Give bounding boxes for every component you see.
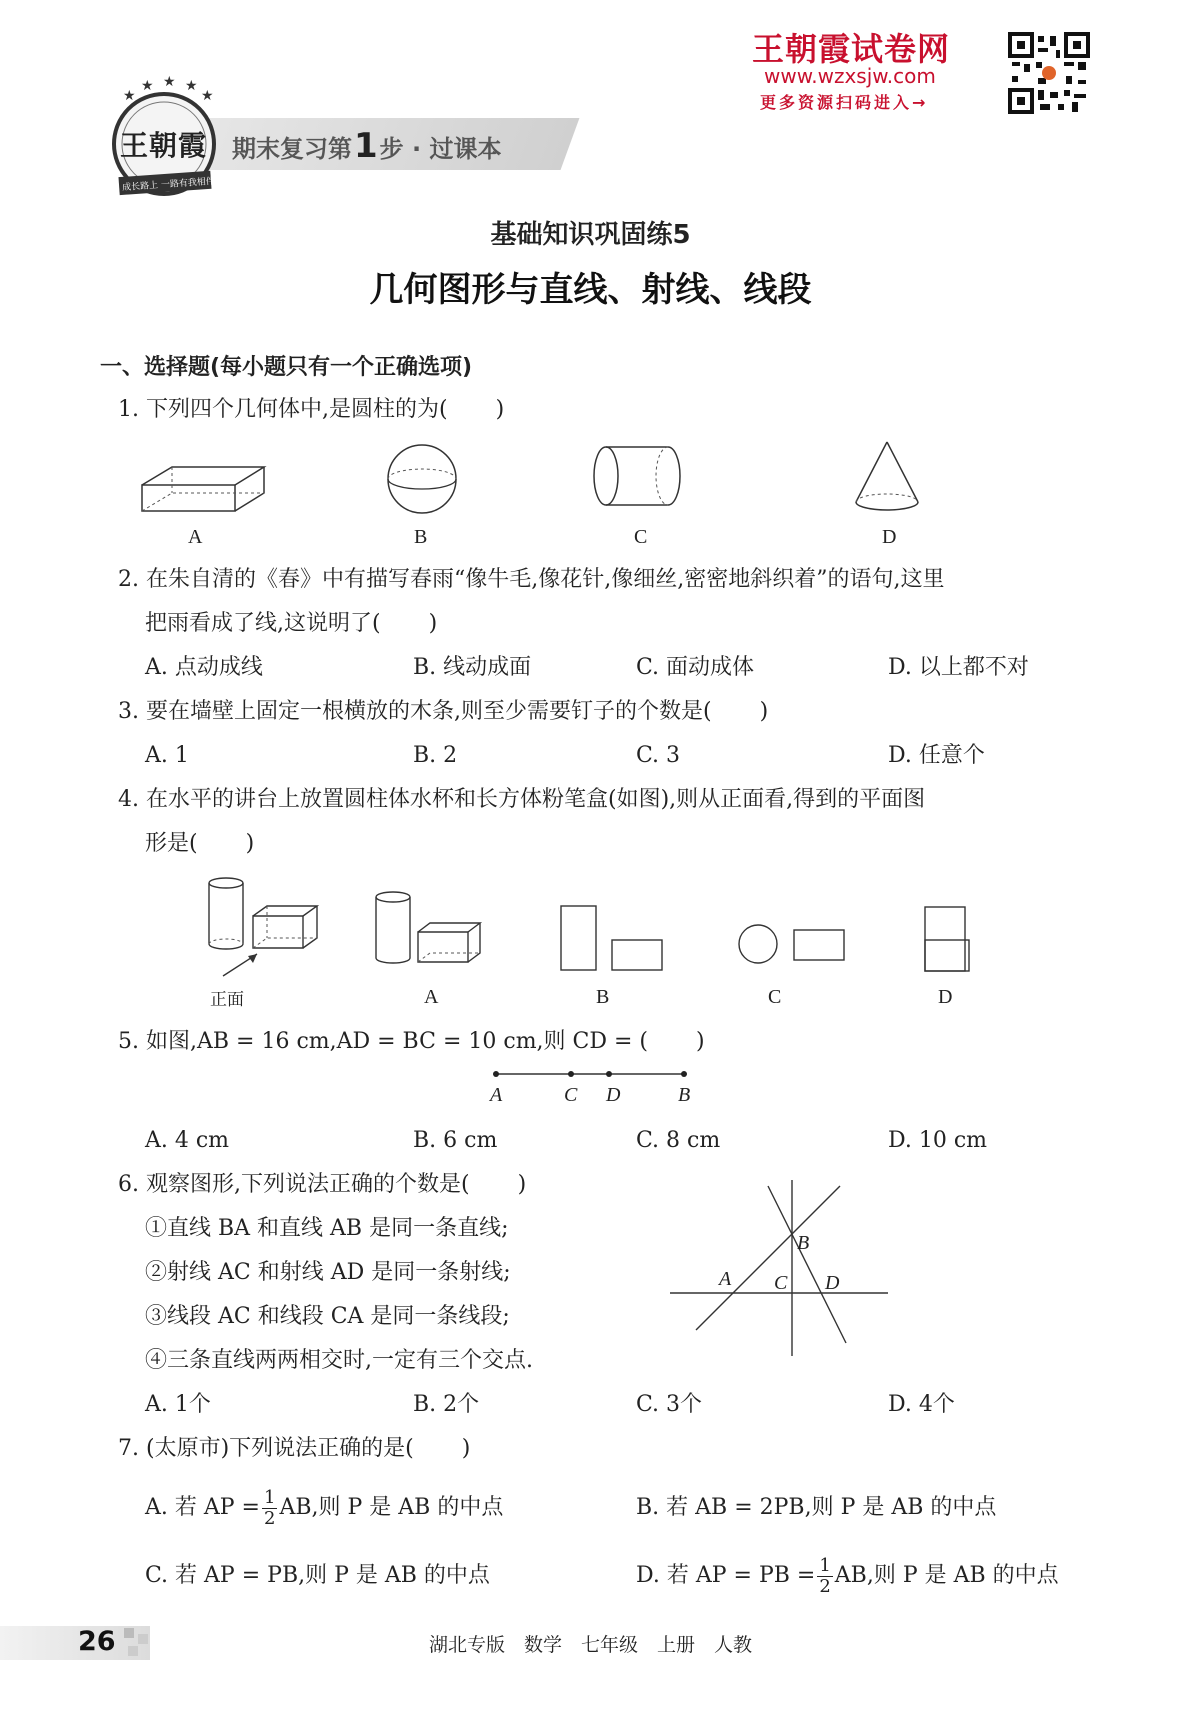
q6-point-b: B bbox=[797, 1232, 810, 1254]
q4-label-a: A bbox=[424, 986, 439, 1008]
q6-point-a: A bbox=[719, 1268, 732, 1290]
q7-option-c[interactable]: C. 若 AP = PB,则 P 是 AB 的中点 bbox=[145, 1563, 490, 1588]
q5-point-a: A bbox=[490, 1084, 503, 1106]
q2-option-d[interactable]: D. 以上都不对 bbox=[888, 655, 1029, 680]
q5-option-a[interactable]: A. 4 cm bbox=[145, 1128, 230, 1153]
q5-option-c[interactable]: C. 8 cm bbox=[636, 1128, 721, 1153]
q4-figure-a bbox=[372, 890, 484, 970]
q6-option-d[interactable]: D. 4个 bbox=[888, 1392, 955, 1417]
q3-option-d[interactable]: D. 任意个 bbox=[888, 743, 985, 768]
q1-label-c: C bbox=[634, 526, 648, 548]
q6-option-b[interactable]: B. 2个 bbox=[413, 1392, 480, 1417]
q1-label-a: A bbox=[188, 526, 203, 548]
section-heading: 一、选择题(每小题只有一个正确选项) bbox=[100, 355, 473, 380]
q4-figure-b bbox=[560, 905, 664, 971]
brand-scan-text: 更多资源扫码进入→ bbox=[760, 93, 929, 112]
q4-front-label: 正面 bbox=[210, 990, 244, 1010]
q1-figure-cuboid bbox=[140, 465, 265, 513]
brand-url[interactable]: www.wzxsjw.com bbox=[764, 64, 936, 88]
brand-name: 王朝霞试卷网 bbox=[752, 30, 951, 68]
q6-stem: 6. 观察图形,下列说法正确的个数是( ) bbox=[118, 1172, 527, 1197]
footer-book-info: 湖北专版 数学 七年级 上册 人教 bbox=[428, 1634, 752, 1656]
q6-point-c: C bbox=[774, 1272, 788, 1294]
q3-option-b[interactable]: B. 2 bbox=[413, 743, 458, 768]
svg-text:★: ★ bbox=[141, 78, 154, 94]
q2-stem-line2: 把雨看成了线,这说明了( ) bbox=[145, 611, 438, 636]
q6-point-d: D bbox=[825, 1272, 840, 1294]
logo-slogan: 成长路上 一路有我相伴 bbox=[121, 176, 216, 194]
q6-option-c[interactable]: C. 3个 bbox=[636, 1392, 703, 1417]
q6-statement-1: ①直线 BA 和直线 AB 是同一条直线; bbox=[145, 1216, 509, 1241]
q5-point-c: C bbox=[564, 1084, 578, 1106]
q2-stem-line1: 2. 在朱自清的《春》中有描写春雨“像牛毛,像花针,像细丝,密密地斜织着”的语句,这里 bbox=[118, 567, 945, 592]
q4-label-d: D bbox=[938, 986, 953, 1008]
q4-figure-original bbox=[205, 876, 325, 986]
q3-option-a[interactable]: A. 1 bbox=[145, 743, 189, 768]
q1-figure-cone bbox=[852, 440, 922, 516]
q6-figure-lines bbox=[668, 1180, 890, 1356]
q2-option-c[interactable]: C. 面动成体 bbox=[636, 655, 755, 680]
q4-figure-d bbox=[924, 906, 970, 972]
header-banner-text: 期末复习第1步 · 过课本 bbox=[232, 126, 502, 166]
q5-point-d: D bbox=[606, 1084, 621, 1106]
title-sub: 基础知识巩固练5 bbox=[490, 220, 691, 250]
q6-statement-2: ②射线 AC 和射线 AD 是同一条射线; bbox=[145, 1260, 511, 1285]
point-c bbox=[568, 1071, 574, 1077]
q3-option-c[interactable]: C. 3 bbox=[636, 743, 681, 768]
q5-point-b: B bbox=[678, 1084, 691, 1106]
q1-figure-sphere bbox=[385, 442, 459, 516]
fraction-one-half: $\frac{1}{2}$ bbox=[264, 1486, 276, 1529]
svg-text:★: ★ bbox=[185, 78, 198, 94]
q6-statement-3: ③线段 AC 和线段 CA 是同一条线段; bbox=[145, 1304, 510, 1329]
q5-figure-segment bbox=[488, 1068, 688, 1080]
svg-text:★: ★ bbox=[201, 88, 214, 104]
q3-stem: 3. 要在墙壁上固定一根横放的木条,则至少需要钉子的个数是( ) bbox=[118, 699, 769, 724]
q5-stem: 5. 如图,AB = 16 cm,AD = BC = 10 cm,则 CD = ( ) bbox=[118, 1029, 705, 1054]
step-number: 1 bbox=[354, 126, 378, 166]
q7-option-b[interactable]: B. 若 AB = 2PB,则 P 是 AB 的中点 bbox=[636, 1495, 997, 1520]
title-main: 几何图形与直线、射线、线段 bbox=[369, 270, 812, 310]
q1-label-d: D bbox=[882, 526, 897, 548]
point-d bbox=[606, 1071, 612, 1077]
logo-text: 王朝霞 bbox=[120, 129, 208, 162]
svg-text:★: ★ bbox=[123, 88, 136, 104]
footer-page-number: 26 bbox=[78, 1626, 116, 1657]
q2-option-b[interactable]: B. 线动成面 bbox=[413, 655, 532, 680]
q4-stem-line2: 形是( ) bbox=[145, 831, 255, 856]
q6-statement-4: ④三条直线两两相交时,一定有三个交点. bbox=[145, 1348, 533, 1373]
fraction-one-half: $\frac{1}{2}$ bbox=[819, 1554, 831, 1597]
q4-label-b: B bbox=[596, 986, 610, 1008]
q4-label-c: C bbox=[768, 986, 782, 1008]
q1-label-b: B bbox=[414, 526, 428, 548]
q1-figure-cylinder bbox=[592, 445, 684, 507]
qr-code-icon[interactable] bbox=[1008, 32, 1090, 114]
q2-option-a[interactable]: A. 点动成线 bbox=[145, 655, 263, 680]
q5-option-d[interactable]: D. 10 cm bbox=[888, 1128, 988, 1153]
q4-figure-c bbox=[738, 924, 848, 966]
point-a bbox=[493, 1071, 499, 1077]
q4-stem-line1: 4. 在水平的讲台上放置圆柱体水杯和长方体粉笔盒(如图),则从正面看,得到的平面图 bbox=[118, 787, 926, 812]
q7-stem: 7. (太原市)下列说法正确的是( ) bbox=[118, 1436, 471, 1461]
q7-option-a[interactable]: A. 若 AP = $\frac{1}{2}$ AB,则 P 是 AB 的中点 bbox=[145, 1486, 504, 1529]
q5-option-b[interactable]: B. 6 cm bbox=[413, 1128, 498, 1153]
q1-stem: 1. 下列四个几何体中,是圆柱的为( ) bbox=[118, 397, 505, 422]
point-b bbox=[681, 1071, 687, 1077]
svg-text:★: ★ bbox=[163, 74, 176, 90]
q6-option-a[interactable]: A. 1个 bbox=[145, 1392, 211, 1417]
q7-option-d[interactable]: D. 若 AP = PB = $\frac{1}{2}$ AB,则 P 是 AB 的中点 bbox=[636, 1554, 1059, 1597]
